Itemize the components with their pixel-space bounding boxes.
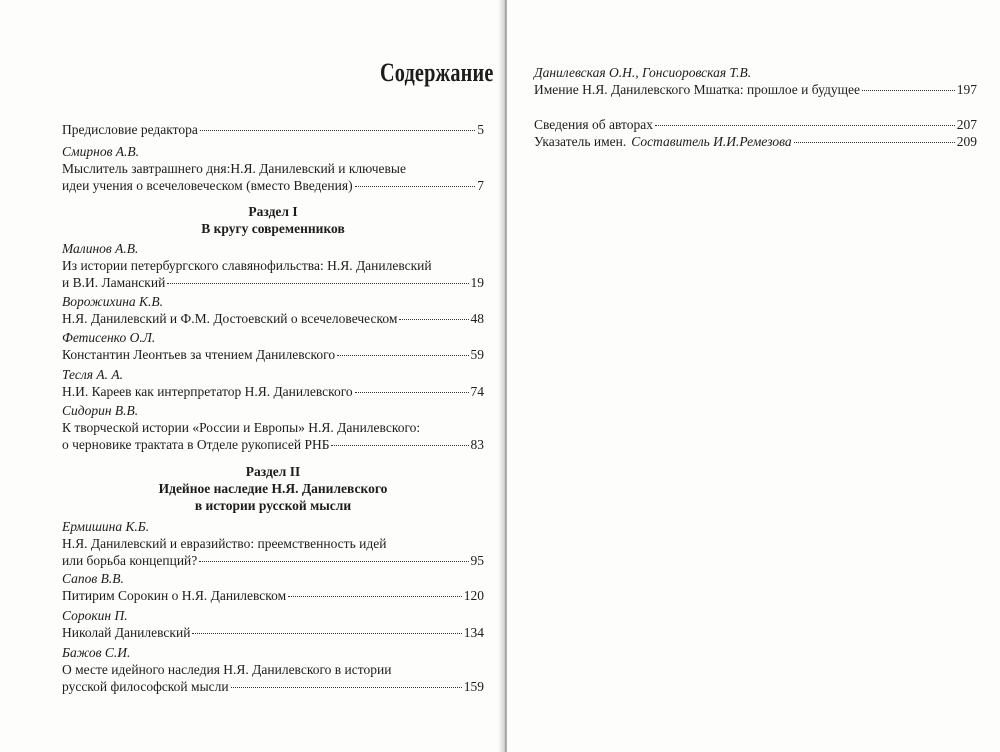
right-page [507, 0, 1000, 752]
entry-author: Данилевская О.Н., Гонсиоровская Т.В. [534, 65, 752, 80]
entry-author: Фетисенко О.Л. [62, 330, 156, 345]
page-number: 59 [470, 347, 484, 362]
page-number: 95 [470, 553, 484, 568]
toc-entry[interactable] [62, 329, 484, 363]
toc-entry[interactable] [62, 607, 484, 641]
entry-title-line: или борьба концепций? [62, 553, 198, 568]
entry-title-line: Николай Данилевский [62, 625, 191, 640]
section-title: в истории русской мысли [194, 498, 352, 513]
section-heading-1 [62, 203, 484, 237]
toc-entry[interactable] [534, 64, 977, 98]
page-number: 7 [477, 178, 484, 193]
entry-author: Ворожихина К.В. [62, 294, 163, 309]
entry-title-line: Из истории петербургского славянофильства: Н.Я. Данилевский [62, 258, 432, 273]
section-heading-2 [62, 463, 484, 514]
dot-leader [399, 318, 468, 320]
page-number: 197 [956, 82, 977, 97]
toc-entry-authors-info[interactable] [534, 116, 977, 133]
section-title: В кругу современников [201, 221, 345, 236]
entry-title: Предисловие редактора [62, 122, 198, 137]
dot-leader [192, 632, 461, 634]
entry-title-line: Мыслитель завтрашнего дня:Н.Я. Данилевский и ключевые [62, 161, 406, 176]
entry-title-line: и В.И. Ламанский [62, 275, 166, 290]
entry-title-line: русской философской мысли [62, 679, 229, 694]
toc-entry[interactable] [62, 644, 484, 695]
dot-leader [288, 595, 462, 597]
page-number: 5 [477, 122, 484, 137]
toc-entry[interactable] [62, 240, 484, 291]
toc-entry-intro[interactable] [62, 143, 484, 194]
page-number: 209 [956, 134, 977, 149]
entry-title-line: Константин Леонтьев за чтением Данилевского [62, 347, 336, 362]
dot-leader [337, 354, 468, 356]
page-number: 74 [470, 384, 484, 399]
page-title: Содержание [380, 58, 494, 87]
section-label: Раздел II [245, 464, 301, 479]
page-number: 83 [470, 437, 484, 452]
toc-entry[interactable] [62, 402, 484, 453]
entry-title: Сведения об авторах [534, 117, 653, 132]
toc-entry-preface[interactable] [62, 121, 484, 138]
entry-author: Бажов С.И. [62, 645, 131, 660]
entry-author: Тесля А. А. [62, 367, 123, 382]
page-number: 120 [463, 588, 484, 603]
entry-title-line: О месте идейного наследия Н.Я. Данилевского в истории [62, 662, 392, 677]
dot-leader [794, 141, 955, 143]
page-number: 207 [956, 117, 977, 132]
page-number: 19 [470, 275, 484, 290]
toc-entry[interactable] [62, 518, 484, 569]
section-title: Идейное наследие Н.Я. Данилевского [158, 481, 388, 496]
entry-compiler: Составитель И.И.Ремезова [631, 134, 792, 149]
entry-title-line: Н.Я. Данилевский и Ф.М. Достоевский о всечеловеческом [62, 311, 398, 326]
dot-leader [231, 686, 462, 688]
section-label: Раздел I [248, 204, 298, 219]
page-number: 159 [463, 679, 484, 694]
entry-title: Указатель имен. [534, 134, 627, 149]
page-number: 134 [463, 625, 484, 640]
entry-title-line: Питирим Сорокин о Н.Я. Данилевском [62, 588, 287, 603]
entry-author: Сидорин В.В. [62, 403, 139, 418]
dot-leader [331, 444, 468, 446]
entry-title-line: Н.И. Кареев как интерпретатор Н.Я. Данилевского [62, 384, 353, 399]
dot-leader [355, 391, 469, 393]
entry-author: Сапов В.В. [62, 571, 124, 586]
dot-leader [862, 89, 955, 91]
page-number: 48 [470, 311, 484, 326]
entry-author: Сорокин П. [62, 608, 128, 623]
entry-title-line: Имение Н.Я. Данилевского Мшатка: прошлое и будущее [534, 82, 860, 97]
dot-leader [199, 560, 468, 562]
entry-author: Малинов А.В. [62, 241, 139, 256]
toc-entry-name-index[interactable] [534, 133, 977, 150]
dot-leader [355, 185, 476, 187]
entry-title-line: К творческой истории «России и Европы» Н.Я. Данилевского: [62, 420, 421, 435]
toc-entry[interactable] [62, 570, 484, 604]
entry-title-line: идеи учения о всечеловеческом (вместо Введения) [62, 178, 353, 193]
entry-title-line: Н.Я. Данилевский и евразийство: преемственность идей [62, 536, 387, 551]
entry-author: Смирнов А.В. [62, 144, 140, 159]
dot-leader [200, 129, 475, 131]
dot-leader [167, 282, 468, 284]
entry-author: Ермишина К.Б. [62, 519, 150, 534]
toc-entry[interactable] [62, 293, 484, 327]
toc-entry[interactable] [62, 366, 484, 400]
entry-title-line: о черновике трактата в Отделе рукописей РНБ [62, 437, 330, 452]
dot-leader [655, 124, 955, 126]
